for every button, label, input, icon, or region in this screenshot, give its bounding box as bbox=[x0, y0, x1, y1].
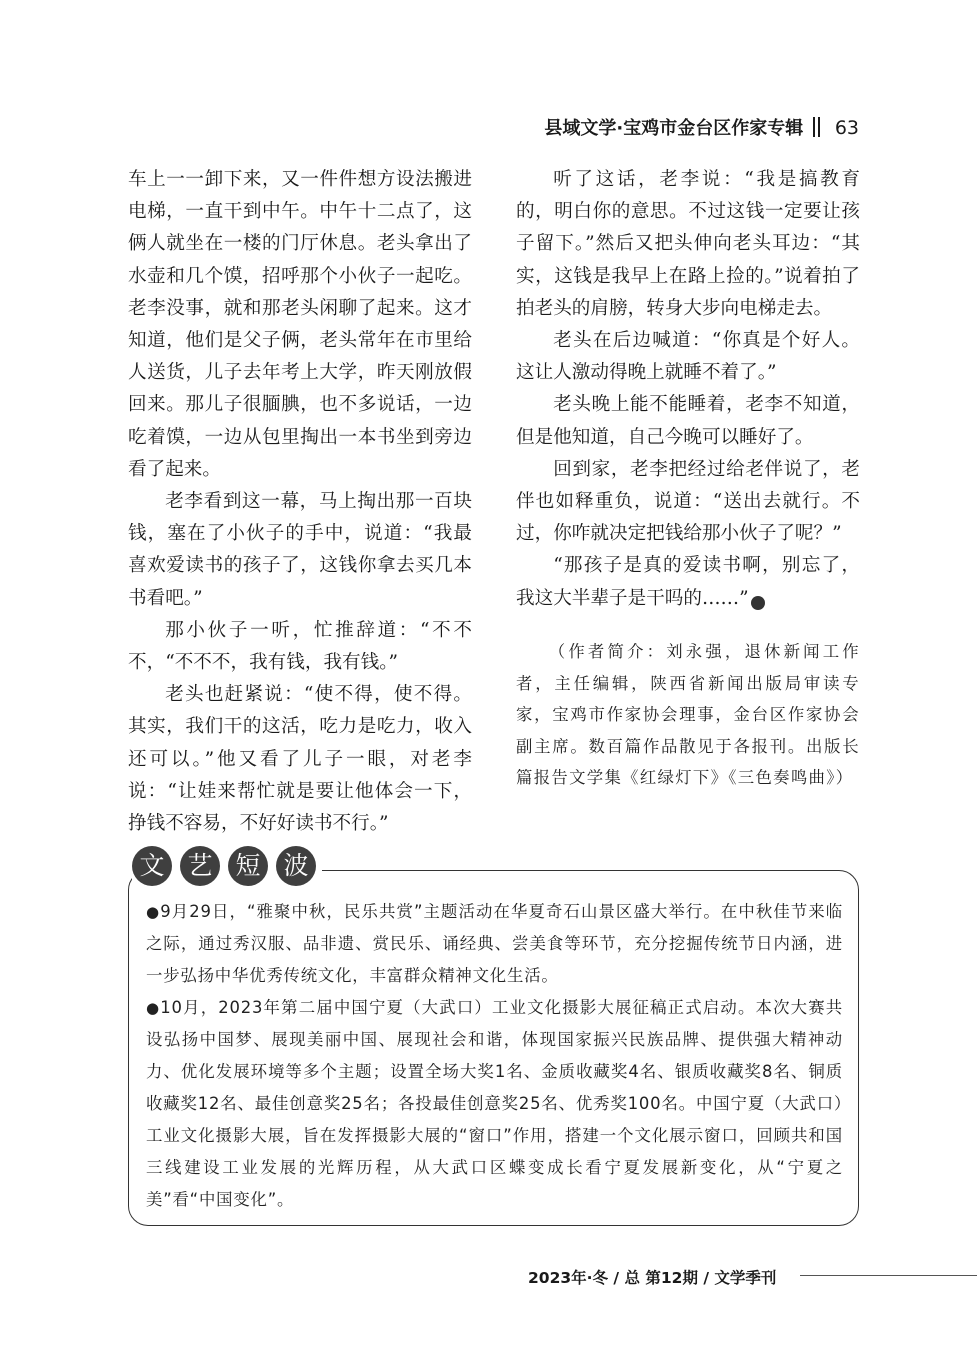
divider-bar bbox=[818, 117, 820, 137]
news-title-char: 短 bbox=[228, 846, 268, 886]
news-title-char: 文 bbox=[132, 846, 172, 886]
author-bio-text: （作者简介：刘永强，退休新闻工作者，主任编辑，陕西省新闻出版局审读专家，宝鸡市作家协会理事，金台区作家协会副主席。数百篇作品散见于各报刊。出版长篇报告文学集《红绿灯下》《三色奏鸣曲》） bbox=[516, 642, 860, 787]
end-mark-icon: Ⓦ bbox=[751, 596, 765, 610]
news-item bbox=[146, 992, 843, 1216]
author-bio bbox=[516, 636, 860, 794]
running-header bbox=[544, 114, 859, 140]
paragraph: 回到家，老李把经过给老伴说了，老伴也如释重负，说道：“送出去就行。不过，你咋就决定把钱给那小伙子了呢？” bbox=[516, 458, 860, 545]
paragraph: 老头在后边喊道：“你真是个好人。这让人激动得晚上就睡不着了。” bbox=[516, 330, 860, 384]
footer: 2023年·冬 / 总 第12期 / 文学季刊 bbox=[528, 1269, 777, 1287]
paragraph: 听了这话，老李说：“我是搞教育的，明白你的意思。不过这钱一定要让孩子留下。”然后又把头伸向老头耳边：“其实，这钱是我早上在路上捡的。”说着拍了拍老头的肩膀，转身大步向电梯走去。 bbox=[516, 169, 860, 319]
news-title-char: 波 bbox=[276, 846, 316, 886]
page-number: 63 bbox=[834, 117, 859, 139]
paragraph bbox=[516, 550, 860, 614]
news-item-text: 9月29日，“雅聚中秋，民乐共赏”主题活动在华夏奇石山景区盛大举行。在中秋佳节来临之际，通过秀汉服、品非遗、赏民乐、诵经典、尝美食等环节，充分挖掘传统节日内涵，进一步弘扬中华优秀传统文化，丰富群众精神文化生活。 bbox=[146, 902, 843, 985]
news-title bbox=[132, 846, 322, 886]
paragraph: 那小伙子一听，忙推辞道：“不不不，“不不不，我有钱，我有钱。” bbox=[128, 619, 472, 674]
bullet-icon: ● bbox=[146, 999, 161, 1017]
divider-bar bbox=[813, 117, 815, 137]
left-column bbox=[128, 164, 472, 840]
news-title-char: 艺 bbox=[180, 846, 220, 886]
news-item-text: 10月，2023年第二届中国宁夏（大武口）工业文化摄影大展征稿正式启动。本次大赛共设弘扬中国梦、展现美丽中国、展现社会和谐，体现国家振兴民族品牌、提供强大精神动力、优化发展环境等多个主题；设置全场大奖1名、金质收藏奖4名、银质收藏奖8名、铜质收藏奖12名、最佳创意奖25名；各投最佳创意奖25名、优秀奖100名。中国宁夏（大武口）工业文化摄影大展，旨在发挥摄影大展的“窗口”作用，搭建一个文化展示窗口，回顾共和国三线建设工业发展的光辉历程，从大武口区蝶变成长看宁夏发展新变化，从“宁夏之美”看“中国变化”。 bbox=[146, 998, 844, 1209]
footer-rule bbox=[800, 1275, 977, 1276]
paragraph: 老头晚上能不能睡着，老李不知道，但是他知道，自己今晚可以睡好了。 bbox=[516, 394, 860, 448]
right-column bbox=[516, 164, 860, 615]
news-item bbox=[146, 896, 843, 992]
paragraph: 老头也赶紧说：“使不得，使不得。其实，我们干的这活，吃力是吃力，收入还可以。”他又看了儿子一眼，对老李说：“让娃来帮忙就是要让他体会一下，挣钱不容易，不好好读书不行。” bbox=[128, 684, 472, 835]
section-title: 县域文学·宝鸡市金台区作家专辑 bbox=[544, 118, 804, 139]
bullet-icon: ● bbox=[146, 903, 161, 921]
paragraph: 车上一一卸下来，又一件件想方设法搬进电梯，一直干到中午。中午十二点了，这俩人就坐在一楼的门厅休息。老头拿出了水壶和几个馍，招呼那个小伙子一起吃。老李没事，就和那老头闲聊了起来。这才知道，他们是父子俩，老头常年在市里给人送货，儿子去年考上大学，昨天刚放假回来。那儿子很腼腆，也不多说话，一边吃着馍，一边从包里掏出一本书坐到旁边看了起来。 bbox=[128, 169, 472, 480]
news-body bbox=[146, 896, 843, 1216]
paragraph: 老李看到这一幕，马上掏出那一百块钱，塞在了小伙子的手中，说道：“我最喜欢爱读书的孩子了，这钱你拿去买几本书看吧。” bbox=[128, 491, 472, 609]
paragraph-text: “那孩子是真的爱读书啊，别忘了，我这大半辈子是干吗的……” bbox=[516, 555, 860, 609]
